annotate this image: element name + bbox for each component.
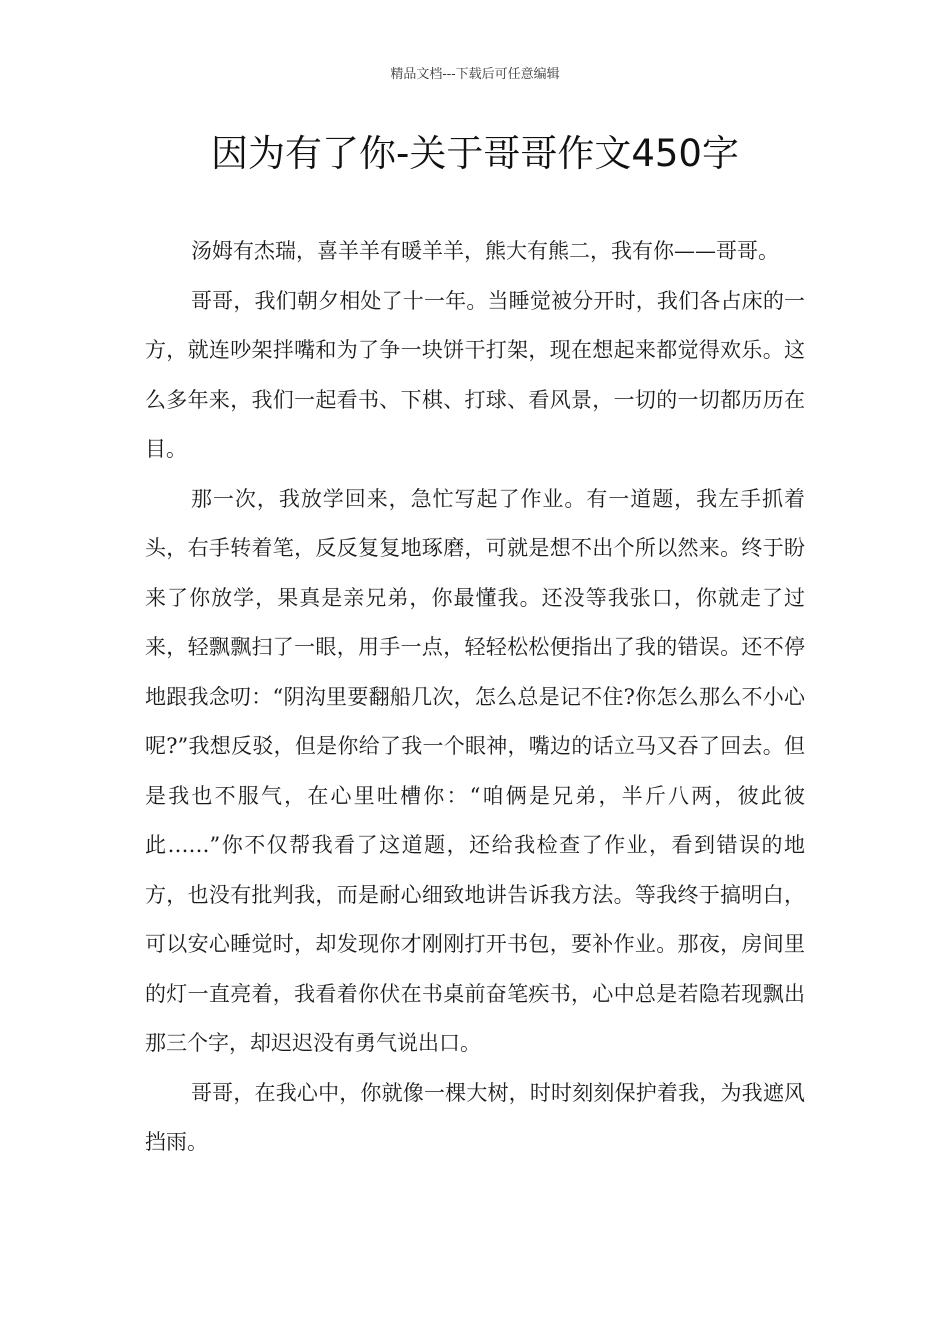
document-body bbox=[145, 227, 805, 1168]
header-note: 精品文档---下载后可任意编辑 bbox=[390, 67, 560, 82]
document-title: 因为有了你-关于哥哥作文450字 bbox=[211, 132, 739, 175]
paragraph-1: 汤姆有杰瑞，喜羊羊有暖羊羊，熊大有熊二，我有你——哥哥。 bbox=[191, 239, 779, 263]
paragraph-3: 那一次，我放学回来，急忙写起了作业。有一道题，我左手抓着头，右手转着笔，反反复复地琢磨，可就是想不出个所以然来。终于盼来了你放学，果真是亲兄弟，你最懂我。还没等我张口，你就走了过来，轻飘飘扫了一眼，用手一点，轻轻松松便指出了我的错误。还不停地跟我念叨：“阴沟里要翻船几次，怎么总是记不住?你怎么那么不小心呢?”我想反驳，但是你给了我一个眼神，嘴边的话立马又吞了回去。但是我也不服气，在心里吐槽你：“咱俩是兄弟，半斤八两，彼此彼此……”你不仅帮我看了这道题，还给我检查了作业，看到错误的地方，也没有批判我，而是耐心细致地讲告诉我方法。等我终于搞明白，可以安心睡觉时，却发现你才刚刚打开书包，要补作业。那夜，房间里的灯一直亮着，我看着你伏在书桌前奋笔疾书，心中总是若隐若现飘出那三个字，却迟迟没有勇气说出口。 bbox=[145, 486, 805, 1055]
paragraph-2: 哥哥，我们朝夕相处了十一年。当睡觉被分开时，我们各占床的一方，就连吵架拌嘴和为了争一块饼干打架，现在想起来都觉得欢乐。这么多年来，我们一起看书、下棋、打球、看风景，一切的一切都历历在目。 bbox=[145, 288, 805, 461]
paragraph-4: 哥哥，在我心中，你就像一棵大树，时时刻刻保护着我，为我遮风挡雨。 bbox=[145, 1080, 805, 1154]
